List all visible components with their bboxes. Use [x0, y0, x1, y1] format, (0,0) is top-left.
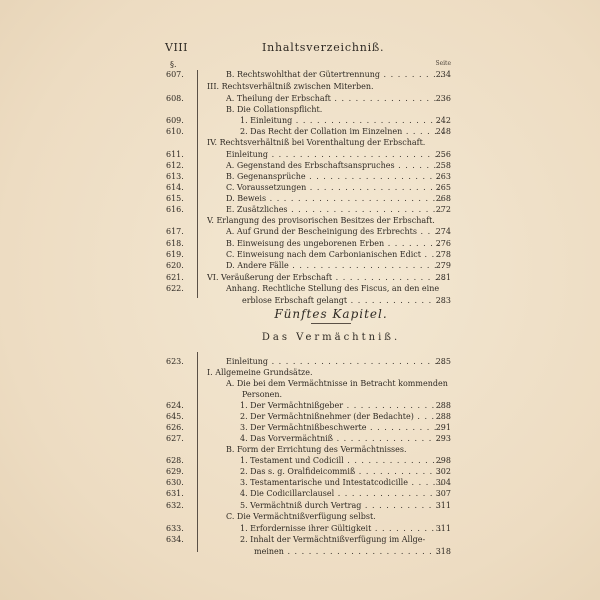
page-ref: 248: [435, 127, 451, 136]
section-number: 626.: [166, 423, 184, 432]
page-ref: 236: [435, 94, 451, 103]
section-number: 630.: [166, 478, 184, 487]
entry-title: A. Auf Grund der Bescheinigung des Erbrechts . . .: [226, 226, 444, 238]
section-number: 614.: [166, 183, 184, 192]
page-ref: 291: [435, 423, 451, 432]
entry-title: 4. Das Vorvermächtniß . . .: [240, 433, 444, 445]
section-number: 645.: [166, 412, 184, 421]
page-ref: 288: [435, 412, 451, 421]
section-number: 619.: [166, 250, 184, 259]
toc-row: [0, 226, 600, 238]
entry-title: 1. Testament und Codicill . . .: [240, 455, 444, 467]
toc-row: [0, 511, 600, 523]
entry-title: 1. Einleitung . . .: [240, 115, 444, 127]
chapter-subtitle: Das Vermächtniß.: [261, 332, 401, 343]
entry-title: D. Beweis . . .: [226, 193, 444, 205]
entry-title: B. Form der Errichtung des Vermächtnisses.: [226, 445, 407, 454]
section-number: 609.: [166, 116, 184, 125]
section-number: 624.: [166, 401, 184, 410]
page-ref: 258: [435, 161, 451, 170]
entry-title: 1. Der Vermächtnißgeber . . .: [240, 400, 444, 412]
entry-title: 2. Der Vermächtnißnehmer (der Bedachte) . . .: [240, 411, 444, 423]
entry-title: Personen.: [242, 390, 283, 399]
section-number: 612.: [166, 161, 184, 170]
section-number: 628.: [166, 456, 184, 465]
entry-title: B. Die Collationspflicht.: [226, 105, 323, 114]
toc-row: [0, 534, 600, 546]
section-number: 610.: [166, 127, 184, 136]
page-ref: 256: [435, 150, 451, 159]
page-ref: 234: [435, 70, 451, 79]
entry-title: C. Die Vermächtnißverfügung selbst.: [226, 512, 376, 521]
entry-title: 3. Testamentarische und Intestatcodicille . . .: [240, 477, 444, 489]
section-number: 629.: [166, 467, 184, 476]
page-ref: 285: [435, 357, 451, 366]
page-ref: 268: [435, 194, 451, 203]
entry-title: B. Gegenansprüche . . .: [226, 171, 444, 183]
entry-title: B. Einweisung des ungeborenen Erben . . .: [226, 238, 444, 250]
page-ref: 304: [435, 478, 451, 487]
entry-title: V. Erlangung des provisorischen Besitzes der Erbschaft.: [207, 216, 435, 225]
toc-row: [0, 137, 600, 149]
section-number: 616.: [166, 205, 184, 214]
section-number: 622.: [166, 284, 184, 293]
section-number: 623.: [166, 357, 184, 366]
entry-title: 2. Das Recht der Collation im Einzelnen . . .: [240, 126, 444, 138]
page-ref: 288: [435, 401, 451, 410]
page-ref: 318: [435, 547, 451, 556]
entry-title: Einleitung . . .: [226, 356, 444, 368]
page-ref: 265: [435, 183, 451, 192]
entry-title: IV. Rechtsverhältniß bei Vorenthaltung der Erbschaft.: [207, 138, 426, 147]
section-number: 633.: [166, 524, 184, 533]
toc-row: [0, 295, 600, 307]
page-ref: 263: [435, 172, 451, 181]
page-ref: 311: [435, 501, 451, 510]
entry-title: meinen . . .: [254, 546, 444, 558]
entry-title: A. Theilung der Erbschaft . . .: [226, 93, 444, 105]
entry-title: A. Die bei dem Vermächtnisse in Betracht kommenden: [226, 379, 448, 388]
entry-title: III. Rechtsverhältniß zwischen Miterben.: [207, 82, 374, 91]
page-ref: 311: [435, 524, 451, 533]
page-column-head: Seite: [435, 60, 451, 67]
page-ref: 272: [435, 205, 451, 214]
entry-title: E. Zusätzliches . . .: [226, 204, 444, 216]
entry-title: C. Voraussetzungen . . .: [226, 182, 444, 194]
section-number: 627.: [166, 434, 184, 443]
toc-row: [0, 488, 600, 500]
page-ref: 276: [435, 239, 451, 248]
page-number: VIII: [165, 41, 188, 54]
page-ref: 298: [435, 456, 451, 465]
section-number: 632.: [166, 501, 184, 510]
entry-title: 4. Die Codicillarclausel . . .: [240, 488, 444, 500]
page-ref: 281: [435, 273, 451, 282]
entry-title: C. Einweisung nach dem Carbonianischen Edict . . .: [226, 249, 444, 261]
section-number: 621.: [166, 273, 184, 282]
section-number: 631.: [166, 489, 184, 498]
section-number: 617.: [166, 227, 184, 236]
section-number: 620.: [166, 261, 184, 270]
section-number: 613.: [166, 172, 184, 181]
toc-row: [0, 283, 600, 295]
entry-title: D. Andere Fälle . . .: [226, 260, 444, 272]
entry-title: VI. Veräußerung der Erbschaft . . .: [207, 272, 444, 284]
entry-title: 3. Der Vermächtnißbeschwerte . . .: [240, 422, 444, 434]
page-ref: 283: [435, 296, 451, 305]
page-ref: 274: [435, 227, 451, 236]
toc-row: [0, 546, 600, 558]
entry-title: 1. Erfordernisse ihrer Gültigkeit . . .: [240, 523, 444, 535]
section-number: 611.: [166, 150, 184, 159]
page-ref: 279: [435, 261, 451, 270]
toc-row: [0, 69, 600, 81]
section-number: 634.: [166, 535, 184, 544]
section-number: 615.: [166, 194, 184, 203]
entry-title: 2. Inhalt der Vermächtnißverfügung im Allge-: [240, 535, 426, 544]
entry-title: A. Gegenstand des Erbschaftsanspruches . . .: [226, 160, 444, 172]
page-ref: 293: [435, 434, 451, 443]
page-ref: 307: [435, 489, 451, 498]
entry-title: 2. Das s. g. Oralfideicommiß . . .: [240, 466, 444, 478]
section-column-head: §.: [170, 60, 177, 69]
page-ref: 242: [435, 116, 451, 125]
entry-title: B. Rechtswohlthat der Gütertrennung . . .: [226, 69, 444, 81]
entry-title: erblose Erbschaft gelangt . . .: [242, 295, 444, 307]
entry-title: 5. Vermächtniß durch Vertrag . . .: [240, 500, 444, 512]
entry-title: Anhang. Rechtliche Stellung des Fiscus, an den eine: [226, 284, 440, 293]
entry-title: Einleitung . . .: [226, 149, 444, 161]
toc-row: [0, 260, 600, 272]
toc-row: [0, 81, 600, 93]
page-ref: 302: [435, 467, 451, 476]
page-ref: 278: [435, 250, 451, 259]
section-number: 618.: [166, 239, 184, 248]
entry-title: I. Allgemeine Grundsätze.: [207, 368, 313, 377]
chapter-title: Fünftes Kapitel.: [274, 307, 388, 321]
running-title: Inhaltsverzeichniß.: [262, 41, 385, 54]
section-number: 607.: [166, 70, 184, 79]
section-number: 608.: [166, 94, 184, 103]
